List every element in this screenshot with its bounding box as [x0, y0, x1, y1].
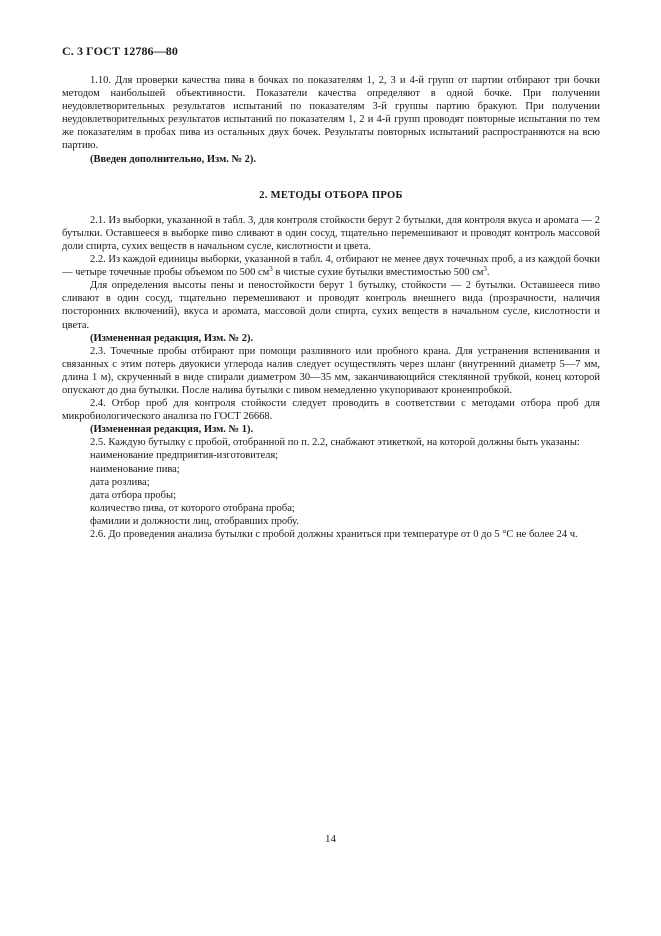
superscript-cubic-a: 3: [269, 265, 273, 274]
label-item: дата розлива;: [90, 476, 150, 488]
document-body: [62, 74, 600, 541]
label-item: фамилии и должности лиц, отобравших пробу.: [90, 515, 299, 527]
paragraph-2-2-continued: Для определения высоты пены и пеностойкости берут 1 бутылку, стойкости — 2 бутылки. Оставшееся пиво сливают в один сосуд, тщательно перемешивают и проводят контроль внешнего вида (прозрачности, наличия посторонних включений), вкуса и аромата, массовой доли спирта, сухих веществ в начальном сусле, кислотности и цвета.: [62, 280, 600, 331]
label-item: наименование пива;: [90, 463, 180, 475]
paragraph-2-3: 2.3. Точечные пробы отбирают при помощи разливного или пробного крана. Для устранения вспенивания и связанных с этим потерь двуокиси углерода налив следует осуществлять через шланг (внутренний диаметр 5—7 мм, длина 1 м), скрученный в виде спирали диаметром 30—35 мм, заканчивающийся стеклянной трубкой, конец которой опускают до дна бутылки. После налива бутылки с пивом немедленно укупоривают кроненпробкой.: [62, 345, 600, 396]
paragraph-2-2-text-c: .: [486, 267, 490, 279]
paragraph-2-2-text-a: 2.2. Из каждой единицы выборки, указанной в табл. 4, отбирают не менее двух точечных проб, а из каждой бочки — четыре точечные пробы объемом по 500 см: [62, 254, 600, 279]
amendment-note-1-10: (Введен дополнительно, Изм. № 2).: [90, 153, 257, 165]
superscript-cubic-b: 3: [483, 265, 487, 274]
label-item: количество пива, от которого отобрана проба;: [90, 502, 295, 514]
paragraph-2-6: 2.6. До проведения анализа бутылки с пробой должны храниться при температуре от 0 до 5 °С не более 24 ч.: [90, 529, 578, 540]
paragraph-2-2-text-b: в чистые сухие бутылки вместимостью 500 см: [272, 267, 484, 279]
paragraph-1-10: 1.10. Для проверки качества пива в бочках по показателям 1, 2, 3 и 4-й групп от партии отбирают три бочки методом наибольшей объективности. Показатели качества определяют в одной бочке. При получении неудовлетворительных результатов испытаний по показателям 3-й группы партию бракуют. При получении неудовлетворительных результатов испытаний по показателям 1, 2 и 4-й групп проводят повторные испытания по тем же показателям в пробах пива из остальных двух бочек. Результаты повторных испытаний распространяются на всю партию.: [62, 75, 600, 152]
paragraph-2-4: 2.4. Отбор проб для контроля стойкости следует проводить в соответствии с методами отбора проб для микробиологического анализа по ГОСТ 26668.: [62, 398, 600, 423]
label-item: дата отбора пробы;: [90, 489, 176, 501]
amendment-note-2-4: (Измененная редакция, Изм. № 1).: [90, 424, 254, 436]
page-header: С. 3 ГОСТ 12786—80: [62, 44, 178, 58]
section-heading: 2. МЕТОДЫ ОТБОРА ПРОБ: [259, 189, 403, 201]
page-number: 14: [325, 833, 336, 845]
paragraph-2-1: 2.1. Из выборки, указанной в табл. 3, для контроля стойкости берут 2 бутылки, для контроля вкуса и аромата — 2 бутылки. Оставшееся в выборке пиво сливают в один сосуд, тщательно перемешивают и проводят контроль массовой доли спирта, сухих веществ в начальном сусле, кислотности и цвета.: [62, 214, 600, 252]
paragraph-2-5: 2.5. Каждую бутылку с пробой, отобранной по п. 2.2, снабжают этикеткой, на которой должны быть указаны:: [90, 437, 580, 449]
label-item: наименование предприятия-изготовителя;: [90, 450, 279, 462]
amendment-note-2-2: (Измененная редакция, Изм. № 2).: [90, 332, 254, 344]
paragraph-2-2: [62, 253, 600, 279]
